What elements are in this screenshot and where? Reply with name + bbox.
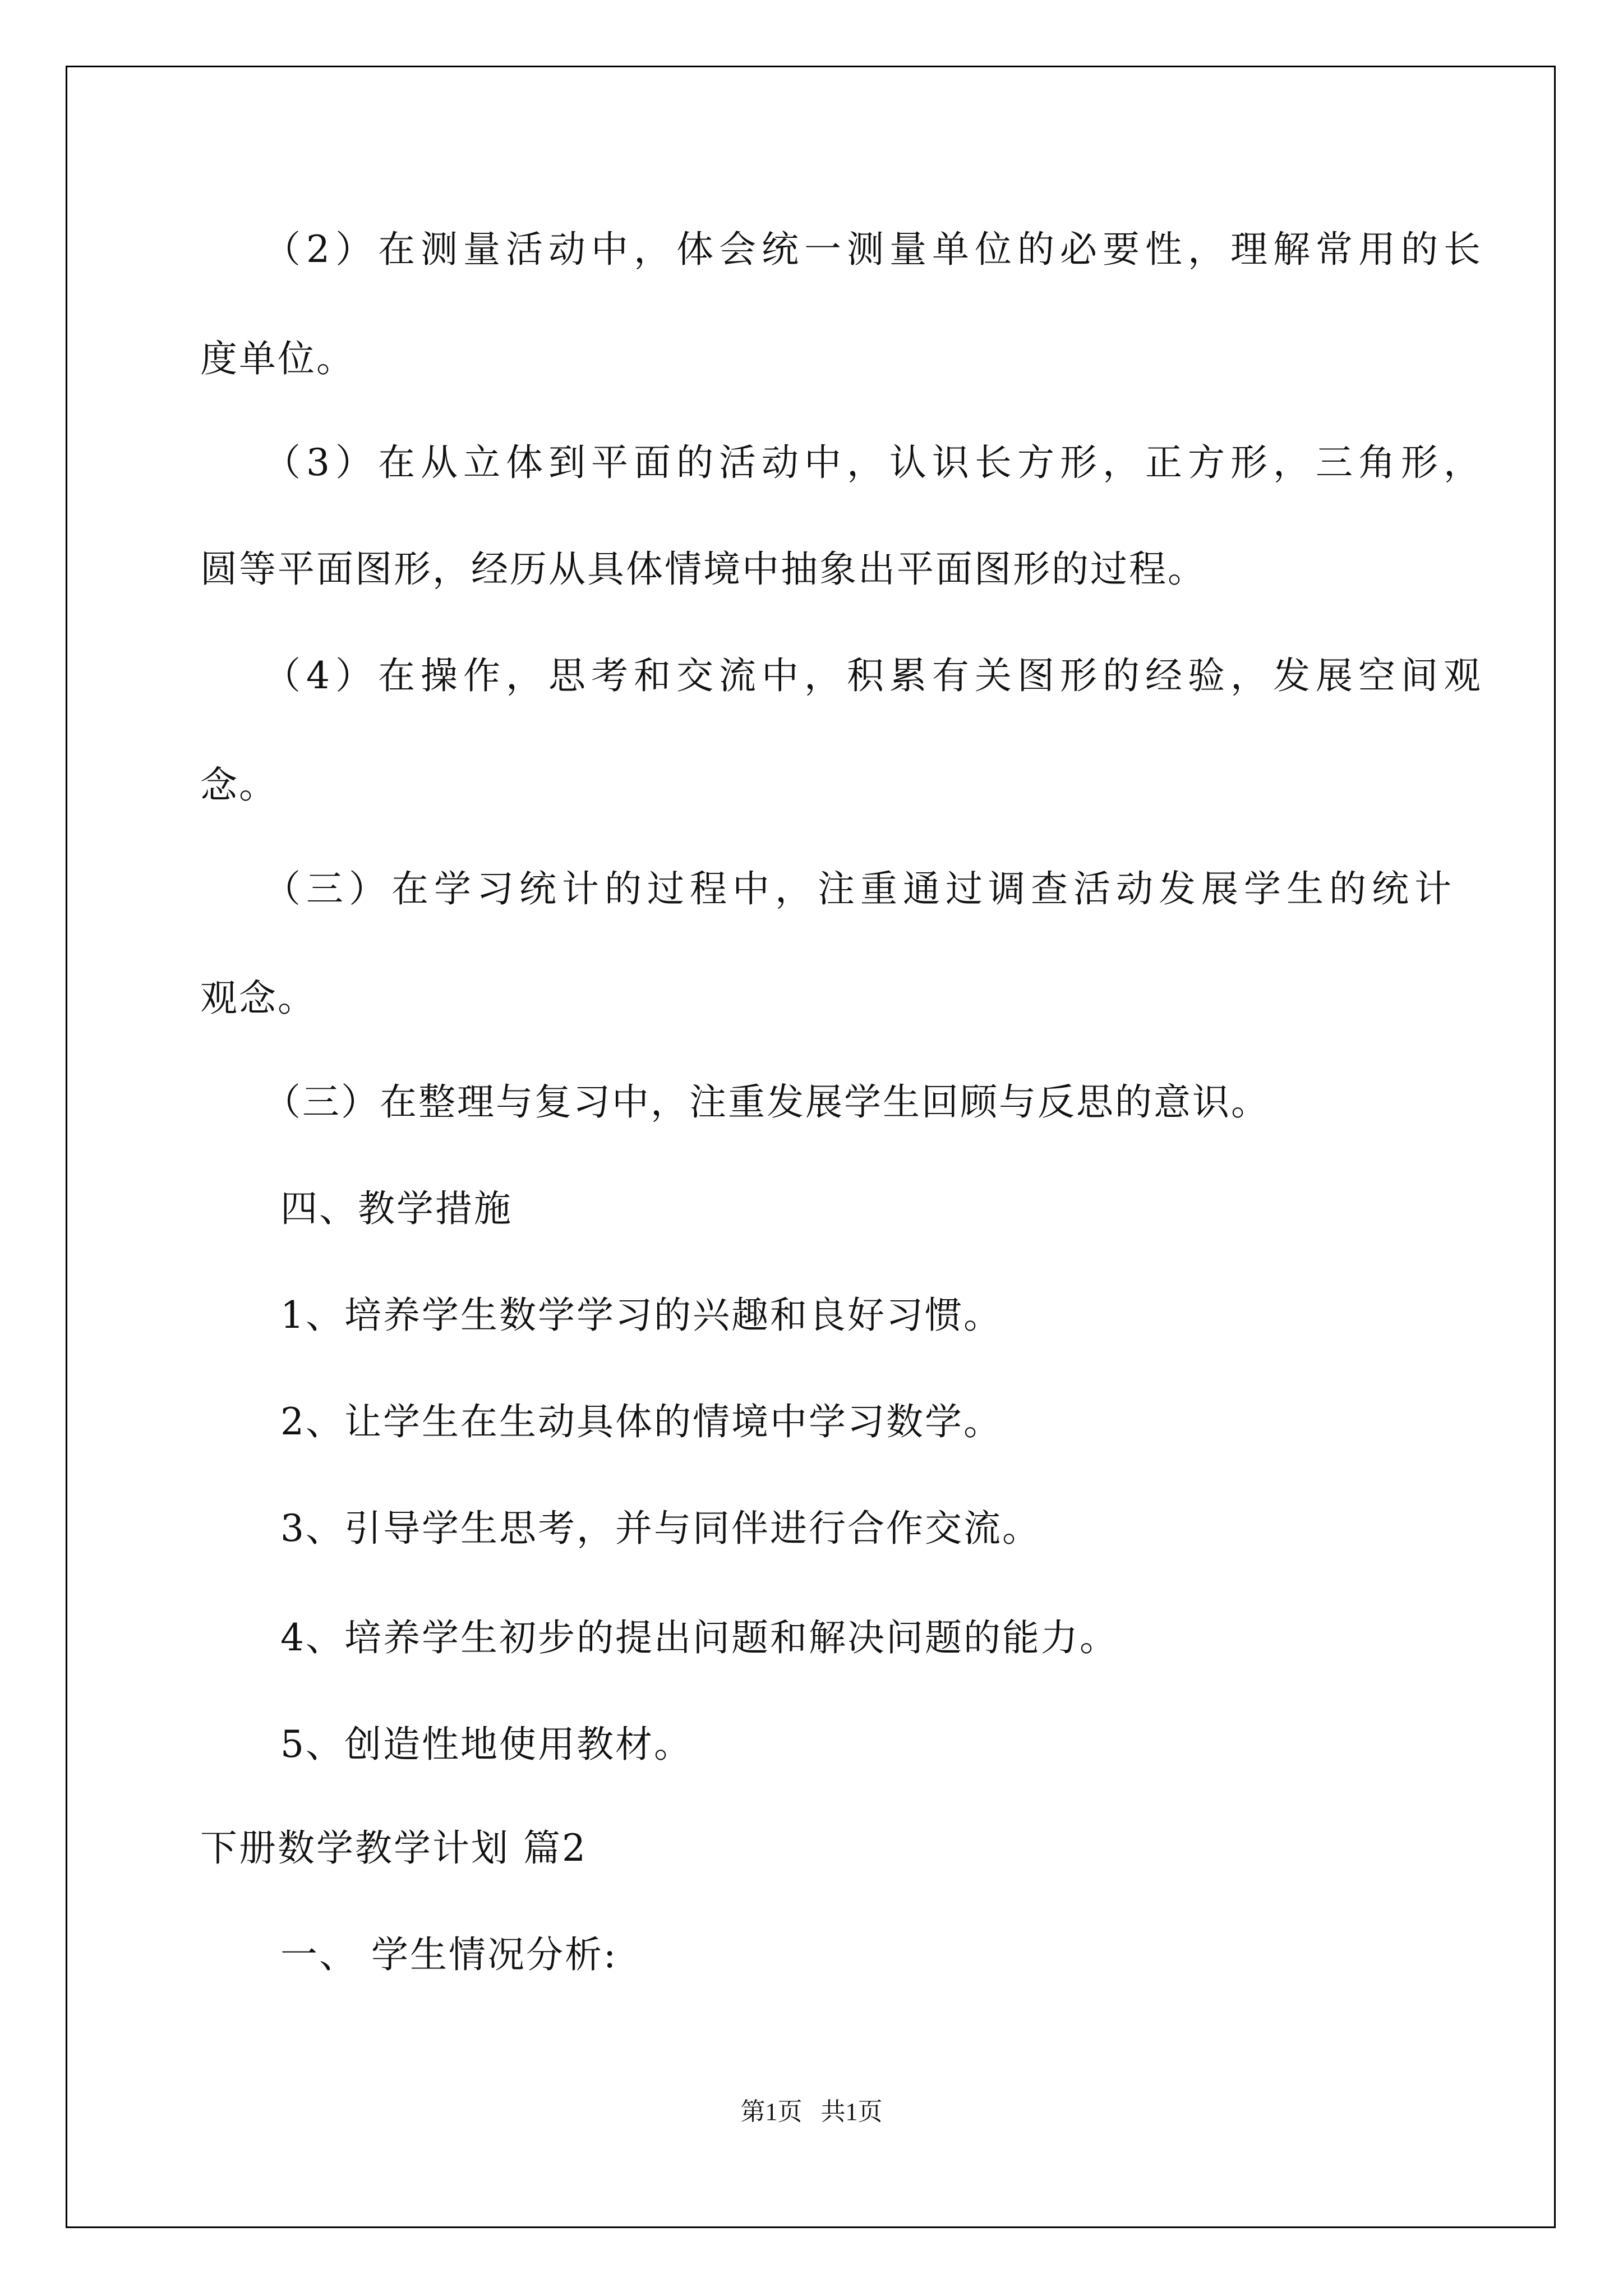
paragraph-line: （4）在操作，思考和交流中，积累有关图形的经验，发展空间观 xyxy=(264,654,1486,697)
paragraph-line: 度单位。 xyxy=(200,337,355,380)
page-number-footer: 第1页 共1页 xyxy=(740,2098,883,2125)
page-border xyxy=(66,66,1556,2228)
paragraph-line: 观念。 xyxy=(200,977,316,1020)
section-heading: 四、教学措施 xyxy=(280,1187,513,1230)
list-item: 3、引导学生思考，并与同伴进行合作交流。 xyxy=(280,1507,1041,1550)
list-item: 4、培养学生初步的提出问题和解决问题的能力。 xyxy=(280,1616,1118,1659)
list-item: 1、培养学生数学学习的兴趣和良好习惯。 xyxy=(280,1294,1002,1337)
paragraph-line: 念。 xyxy=(200,763,278,807)
section-heading: 一、 学生情况分析: xyxy=(280,1933,618,1976)
list-item: 5、创造性地使用教材。 xyxy=(280,1723,693,1766)
paragraph-line: （3）在从立体到平面的活动中，认识长方形，正方形，三角形， xyxy=(264,441,1486,484)
paragraph-line: （2）在测量活动中，体会统一测量单位的必要性，理解常用的长 xyxy=(264,228,1486,271)
paragraph-line: （三）在学习统计的过程中，注重通过调查活动发展学生的统计 xyxy=(264,867,1457,910)
document-title: 下册数学教学计划 篇2 xyxy=(200,1826,587,1870)
list-item: 2、让学生在生动具体的情境中学习数学。 xyxy=(280,1400,1002,1443)
paragraph-line: 圆等平面图形，经历从具体情境中抽象出平面图形的过程。 xyxy=(200,547,1206,591)
paragraph-line: （三）在整理与复习中，注重发展学生回顾与反思的意识。 xyxy=(264,1080,1270,1124)
